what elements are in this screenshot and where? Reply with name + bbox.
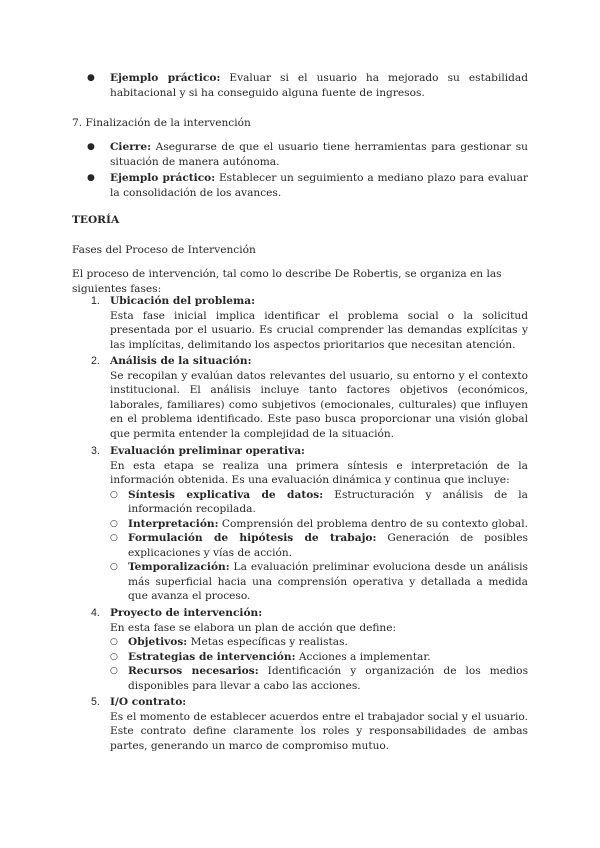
- sub-item: ○ Estrategias de intervención: Acciones a implementar.: [110, 650, 431, 663]
- bullet-text: Evaluar si el usuario ha mejorado su estabilidad habitacional y si ha conseguido alguna fuente de ingresos.: [110, 72, 528, 99]
- bullet-icon: ●: [87, 173, 95, 183]
- phase-body: En esta fase se elabora un plan de acción que define:: [110, 621, 397, 634]
- phase-title: Análisis de la situación:: [110, 355, 252, 367]
- phase-title: Proyecto de intervención:: [110, 607, 263, 619]
- bullet-icon: ●: [87, 73, 95, 83]
- phase-item: [90, 294, 528, 352]
- phase-number: 4.: [91, 607, 100, 619]
- phase-number: 5.: [91, 696, 100, 708]
- phases-title: Fases del Proceso de Intervención: [72, 244, 256, 256]
- sub-item: ○ Interpretación: Comprensión del problema dentro de su contexto global.: [110, 517, 528, 530]
- bullet-item: [87, 71, 528, 100]
- phase-title: I/O contrato:: [110, 696, 187, 708]
- phase-body: Esta fase inicial implica identificar el problema social o la solicitud presentada por el usuario. Es crucial comprender las demandas explícitas y las implícitas, delimitando los aspectos prioritarios que necesitan atención.: [110, 309, 528, 351]
- circle-bullet-icon: ○: [110, 666, 118, 676]
- phase-item: [90, 444, 528, 604]
- bullet-text: Establecer un seguimiento a mediano plazo para evaluar la consolidación de los avances.: [110, 172, 528, 199]
- phase-item: [90, 354, 528, 441]
- circle-bullet-icon: ○: [110, 637, 118, 647]
- bullet-label: Ejemplo práctico:: [110, 172, 216, 184]
- bullet-label: Ejemplo práctico:: [110, 72, 221, 84]
- phase-number: 3.: [91, 445, 100, 457]
- bullet-item: [87, 140, 528, 169]
- circle-bullet-icon: ○: [110, 533, 118, 543]
- theory-heading: TEORÍA: [72, 214, 120, 226]
- phase-item: [90, 606, 528, 693]
- circle-bullet-icon: ○: [110, 489, 118, 500]
- phase-body: Es el momento de establecer acuerdos entre el trabajador social y el usuario. Este contrato define claramente los roles y responsabilidades de ambas partes, generando un marco de compromiso mutuo.: [110, 710, 528, 752]
- sub-item: ○ Formulación de hipótesis de trabajo: Generación de posibles explicaciones y vías de acción.: [110, 532, 528, 559]
- sub-item: ○ Temporalización: La evaluación preliminar evoluciona desde un análisis más superficial hacia una comprensión operativa y detallada a medida que avanza el proceso.: [110, 561, 528, 602]
- bullet-item: [87, 171, 528, 200]
- bullet-text: Asegurarse de que el usuario tiene herramientas para gestionar su situación de manera autónoma.: [110, 141, 528, 168]
- bullet-label: Cierre:: [110, 141, 152, 153]
- phase-number: 1.: [91, 295, 100, 307]
- circle-bullet-icon: ○: [110, 651, 118, 662]
- sub-item: ○ Síntesis explicativa de datos: Estructuración y análisis de la información recopilada.: [110, 488, 528, 515]
- sub-item: ○ Recursos necesarios: Identificación y organización de los medios disponibles para llevar a cabo las acciones.: [110, 665, 529, 692]
- phase-item: [90, 695, 528, 753]
- phase-title: Ubicación del problema:: [110, 295, 255, 307]
- bullet-icon: ●: [87, 142, 95, 152]
- phase-body: En esta etapa se realiza una primera síntesis e interpretación de la información obtenida. Es una evaluación dinámica y continua que incluye:: [110, 459, 528, 486]
- phase-title: Evaluación preliminar operativa:: [110, 445, 305, 457]
- intro-paragraph: El proceso de intervención, tal como lo describe De Robertis, se organiza en las siguientes fases:: [72, 268, 502, 295]
- circle-bullet-icon: ○: [110, 518, 118, 529]
- phase-body: Se recopilan y evalúan datos relevantes del usuario, su entorno y el contexto institucional. El análisis incluye tanto factores objetivos (económicos, laborales, familiares) como subjetivos (emocionales, culturales) que influyen en el problema identificado. Este paso busca proporcionar una visión global que permita entender la complejidad de la situación.: [110, 369, 528, 440]
- phase-number: 2.: [91, 355, 100, 367]
- sub-item: ○ Objetivos: Metas específicas y realistas.: [110, 636, 348, 648]
- circle-bullet-icon: ○: [110, 562, 118, 572]
- section7-title: 7. Finalización de la intervención: [72, 117, 251, 129]
